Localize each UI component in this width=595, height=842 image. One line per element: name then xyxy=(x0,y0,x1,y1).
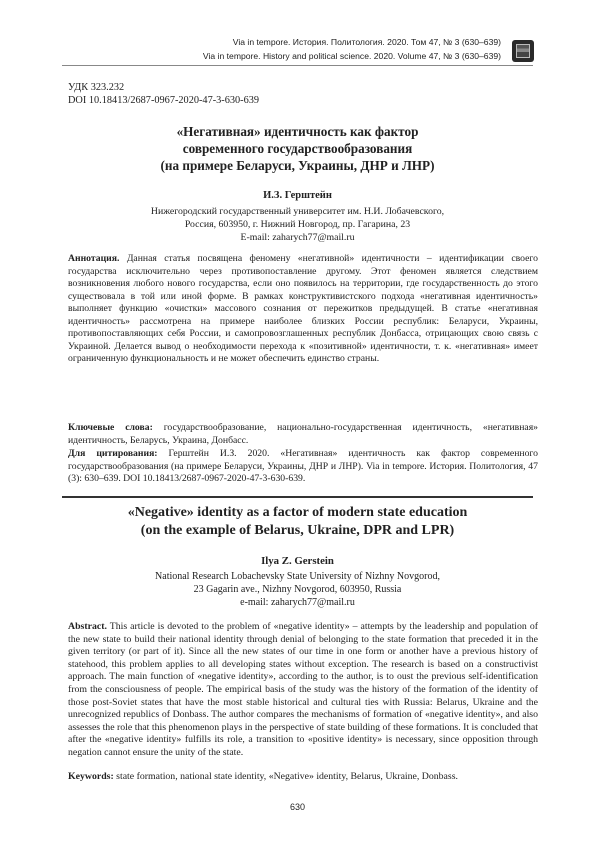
keywords-en xyxy=(68,771,538,784)
abstract-ru-text: Данная статья посвящена феномену «негативной» идентичности – идентификации своего государства исключительно через противопоставление другому. Этот феномен является следствием возникновения любого нового государства, если оно появилось на территории, где государственность до этого существовала в той или иной форме. В рамках конструктивистского подхода «негативная идентичность» выполняет функцию «очистки» массового сознания от пережитков предыдущей. В статье «негативная идентичность» рассмотрена на примере наиболее близких России республик: Беларуси, Украины, противопоставляющих себя России, и самопровозглашенных республик Донбасса, отрицающих свою связь с Украиной. Делается вывод о необходимости перехода к «позитивной» идентичности, т. к. «негативная» имеет ограниченную функциональность и не может обеспечить единство страны. xyxy=(68,253,538,364)
journal-logo-icon xyxy=(512,40,534,62)
keywords-ru-label: Ключевые слова: xyxy=(68,422,153,433)
affiliation-en-line-1: National Research Lobachevsky State University of Nizhny Novgorod, xyxy=(155,571,440,582)
title-ru-line-1: «Негативная» идентичность как фактор xyxy=(176,124,419,139)
citation-ru-text: Герштейн И.З. 2020. «Негативная» идентичность как фактор современного государствообразования (на примере Беларуси, Украины, ДНР и ЛНР). Via in tempore. История. Политология, 47 (3): 630–639. DOI 10.18413/2687-0967-2020-47-3-630-639. xyxy=(68,448,539,484)
author-ru: И.З. Герштейн xyxy=(263,190,332,201)
email-en: e-mail: zaharych77@mail.ru xyxy=(240,597,355,608)
citation-ru-label: Для цитирования: xyxy=(68,448,158,459)
affiliation-ru-line-2: Россия, 603950, г. Нижний Новгород, пр. Гагарина, 23 xyxy=(184,219,411,230)
title-en-line-2: (on the example of Belarus, Ukraine, DPR and LPR) xyxy=(140,523,455,538)
title-ru-line-3: (на примере Беларуси, Украины, ДНР и ЛНР) xyxy=(160,158,435,173)
abstract-en xyxy=(68,621,538,760)
abstract-en-text: This article is devoted to the problem of «negative identity» – attempts by the leadership and population of the new state to build their national identity through denial of belonging to the state formation that preceded it in the given territory (or part of it). Since all the new states of our time in one form or another have a previous history of statehood, this problem applies to all developing states without exception. The research is based on a constructivist approach. The main function of «negative identity», according to the author, is to oust the previous self-identification from the consciousness of people. The empirical basis of the study was the history of the formation of the identity of those post-Soviet states that have the most stable historical and cultural ties with Russia: Belarus, Ukraine and the unrecognized republics of Donbass. The author compares the mechanisms of formation of «negative identity», and also assesses the role that this phenomenon plays in the perspective of state building of these formations. It is concluded that after the «negative identity» fulfills its role, a transition to «positive identity» is necessary, since opposition through negation cannot ensure the unity of the state. xyxy=(68,621,538,758)
abstract-ru xyxy=(68,253,538,366)
author-en: Ilya Z. Gerstein xyxy=(261,555,334,567)
page-number: 630 xyxy=(289,802,306,812)
section-divider xyxy=(62,496,533,498)
affiliation-en-line-2: 23 Gagarin ave., Nizhny Novgorod, 603950, Russia xyxy=(193,584,402,595)
udk: УДК 323.232 xyxy=(68,82,125,93)
header-divider xyxy=(62,65,533,66)
doi: DOI 10.18413/2687-0967-2020-47-3-630-639 xyxy=(68,95,260,106)
title-ru-line-2: современного государствообразования xyxy=(182,141,413,156)
citation-ru xyxy=(68,448,538,486)
affiliation-ru-line-1: Нижегородский государственный университет им. Н.И. Лобачевского, xyxy=(150,206,445,217)
keywords-ru xyxy=(68,422,538,447)
abstract-ru-label: Аннотация. xyxy=(68,253,120,264)
keywords-en-label: Keywords: xyxy=(68,771,114,782)
title-en-line-1: «Negative» identity as a factor of modern state education xyxy=(127,505,468,520)
keywords-en-text: state formation, national state identity, «Negative» identity, Belarus, Ukraine, Donbass. xyxy=(116,771,458,782)
journal-header-en: Via in tempore. History and political science. 2020. Volume 47, № 3 (630–639) xyxy=(202,51,501,61)
email-ru: E-mail: zaharych77@mail.ru xyxy=(240,232,355,243)
journal-header-ru: Via in tempore. История. Политология. 2020. Том 47, № 3 (630–639) xyxy=(232,37,501,47)
abstract-en-label: Abstract. xyxy=(68,621,107,632)
keywords-ru-text: государствообразование, национально-государственная идентичность, «негативная» идентичность, Беларусь, Украина, Донбасс. xyxy=(68,422,538,446)
